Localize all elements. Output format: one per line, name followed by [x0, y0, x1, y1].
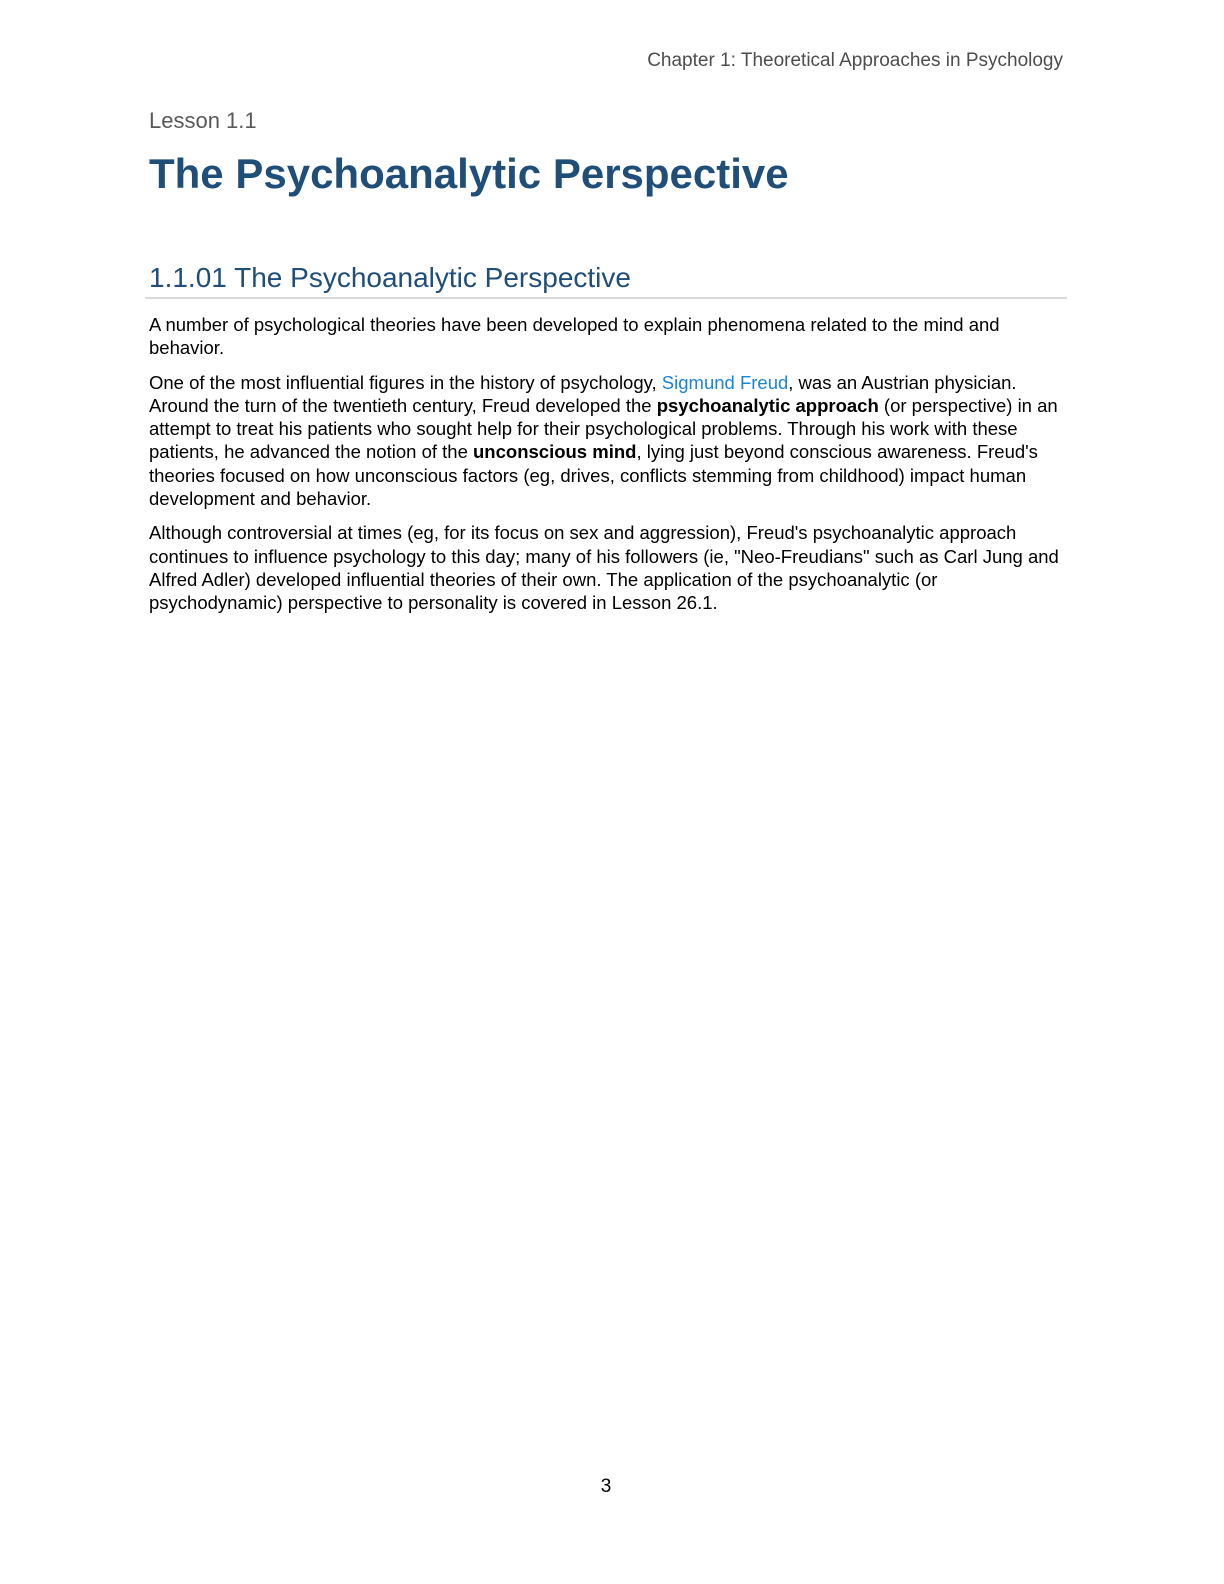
- page-content: [149, 107, 1067, 615]
- unconscious-mind-term: unconscious mind: [473, 441, 637, 463]
- section-heading-rule: [145, 261, 1067, 299]
- paragraph-intro: A number of psychological theories have been developed to explain phenomena related to the mind and behavior.: [149, 314, 1000, 359]
- paragraph-influence: Although controversial at times (eg, for its focus on sex and aggression), Freud's psychoanalytic approach continues to influence psychology to this day; many of his followers (ie, "Neo-Freudians" such as Carl Jung and Alfred Adler) developed influential theories of their own. The application of the psychoanalytic (or psychodynamic) perspective to personality is covered in Lesson 26.1.: [149, 522, 1059, 614]
- page-number: 3: [600, 1476, 612, 1497]
- paragraph-text: (or perspective) in an attempt to treat his patients who sought help for their psychological problems. Through his work with these patients, he advanced the notion of the: [149, 394, 1058, 463]
- running-header: Chapter 1: Theoretical Approaches in Psychology: [647, 50, 1063, 71]
- psychoanalytic-approach-term: psychoanalytic approach: [656, 394, 879, 416]
- paragraph-text: , was an Austrian physician. Around the turn of the twentieth century, Freud developed the: [149, 371, 1017, 416]
- lesson-label: Lesson 1.1: [149, 108, 257, 133]
- section-heading: 1.1.01 The Psychoanalytic Perspective: [149, 262, 631, 293]
- paragraph-text: One of the most influential figures in the history of psychology,: [149, 371, 662, 393]
- paragraph-freud: [149, 371, 1067, 511]
- sigmund-freud-link[interactable]: Sigmund Freud: [661, 371, 789, 393]
- lesson-title: The Psychoanalytic Perspective: [149, 150, 789, 197]
- paragraph-text: , lying just beyond conscious awareness. Freud's theories focused on how unconscious factors (eg, drives, conflicts stemming from childhood) impact human development and behavior.: [149, 441, 1038, 510]
